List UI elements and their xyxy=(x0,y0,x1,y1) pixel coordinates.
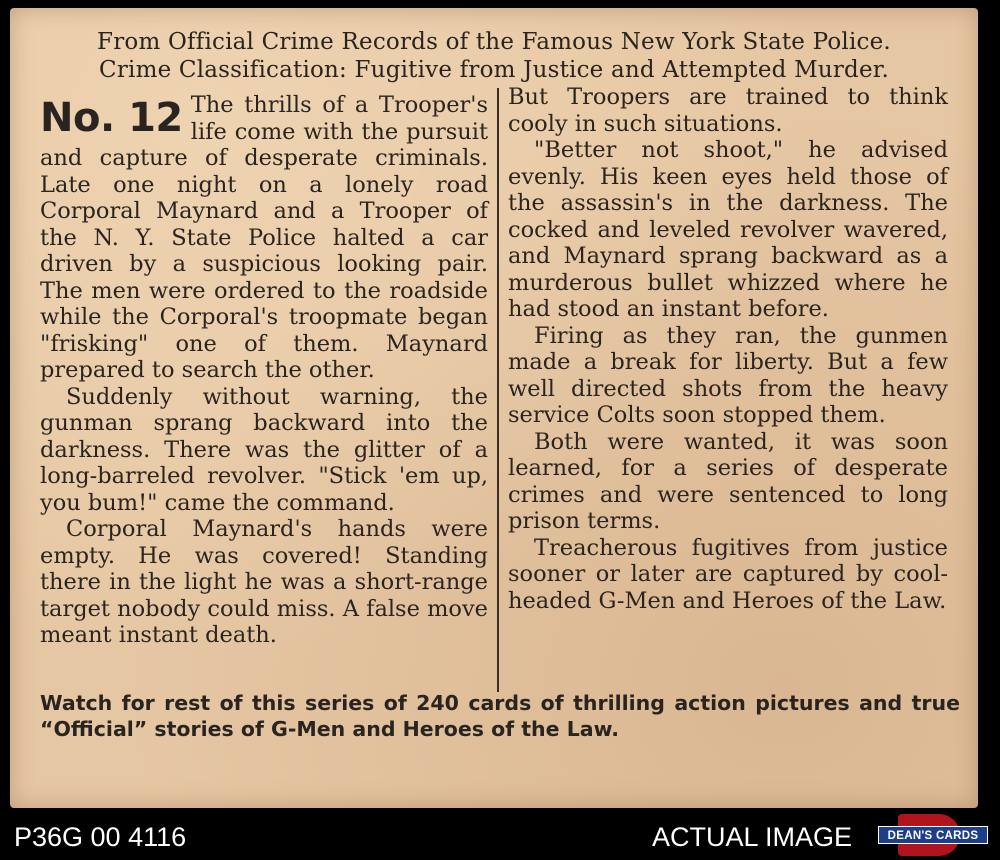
header-line-2: Crime Classification: Fugitive from Justice and Attempted Murder. xyxy=(99,57,889,83)
story-paragraph-2: Suddenly without warning, the gunman sprang backward into the darkness. There was the glitter of a long-barreled revolver. "Stick 'em up, you bum!" came the command. xyxy=(40,383,488,516)
story-paragraph-5: "Better not shoot," he advised evenly. His keen eyes held those of the assassin's in the darkness. The cocked and leveled revolver wavered, and Maynard sprang backward as a murderous bullet whizzed where he had stood an instant before. xyxy=(508,137,948,322)
card-number: No. 12 xyxy=(40,95,183,141)
story-paragraph-3: Corporal Maynard's hands were empty. He was covered! Standing there in the light he was a short-range target nobody could miss. A false move meant instant death. xyxy=(40,516,488,648)
actual-image-label: ACTUAL IMAGE xyxy=(652,822,853,852)
cert-number: P36G 00 4116 xyxy=(14,822,187,852)
header-line-1: From Official Crime Records of the Famous New York State Police. xyxy=(97,29,891,55)
card-header xyxy=(10,28,978,84)
story-paragraph-6: Firing as they ran, the gunmen made a break for liberty. But a few well directed shots from the heavy service Colts soon stopped them. xyxy=(508,322,948,428)
logo-text: DEAN'S CARDS xyxy=(878,826,988,844)
card-footer: Watch for rest of this series of 240 cards of thrilling action pictures and true “Official” stories of G-Men and Heroes of the Law. xyxy=(40,691,960,741)
card-back xyxy=(10,8,978,808)
paragraph-text: The thrills of a Trooper's life come with the pursuit and capture of desperate criminals. Late one night on a lonely road Corporal Maynard and a Trooper of the N. Y. State Police halted a car driven by a suspicious looking pair. The men were ordered to the roadside while the Corporal's troopmate began "frisking" one of them. Maynard prepared to search the other. xyxy=(40,92,488,383)
column-divider xyxy=(497,88,499,692)
listing-bar xyxy=(0,812,1000,860)
deans-cards-logo xyxy=(878,814,988,856)
left-column xyxy=(40,92,488,649)
story-paragraph-8: Treacherous fugitives from justice sooner or later are captured by cool-headed G-Men and Heroes of the Law. xyxy=(508,534,948,614)
story-paragraph-4: But Troopers are trained to think cooly in such situations. xyxy=(508,84,948,137)
story-paragraph-1 xyxy=(40,92,488,384)
story-paragraph-7: Both were wanted, it was soon learned, for a series of desperate crimes and were sentenced to long prison terms. xyxy=(508,428,948,534)
right-column xyxy=(508,84,948,614)
